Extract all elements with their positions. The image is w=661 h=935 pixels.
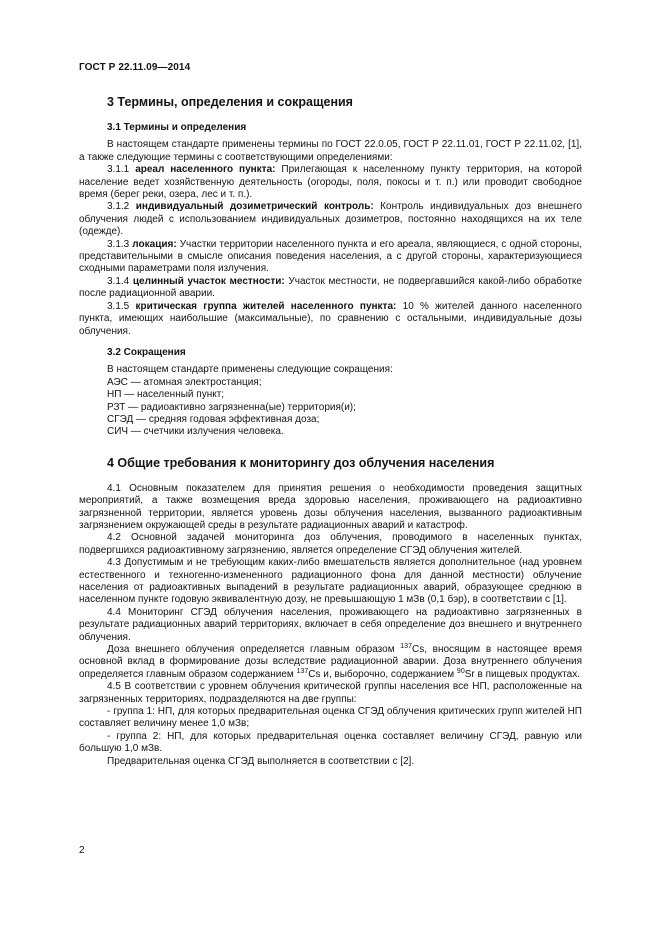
text-run: Cs и, выборочно, содержанием bbox=[308, 668, 457, 680]
isotope-mass-number: 137 bbox=[296, 667, 309, 675]
page-number: 2 bbox=[79, 845, 85, 856]
term-definition: Контроль индивидуальных доз внешнего облучения людей с использованием индивидуальных дозиметров, постоянно находящихся на их теле (одежде). bbox=[79, 201, 582, 238]
document-code: ГОСТ Р 22.11.09—2014 bbox=[79, 62, 191, 73]
terms-intro: В настоящем стандарте применены термины по ГОСТ 22.0.05, ГОСТ Р 22.11.01, ГОСТ Р 22.11.02, [1], а также следующие термины с соответствующими определениями: bbox=[79, 139, 582, 163]
paragraph-preliminary-estimate: Предварительная оценка СГЭД выполняется в соответствии с [2]. bbox=[107, 755, 415, 767]
page-content bbox=[79, 95, 582, 768]
section-4-title: 4 Общие требования к мониторингу доз облучения населения bbox=[107, 455, 495, 470]
paragraph-4-1: 4.1 Основным показателем для принятия решения о необходимости проведения защитных мероприятий, а также возмещения вреда здоровью населения, проживающего на радиоактивно загрязненной территории, является уровень дозы облучения населения, вызванного радиоактивным загрязнением окружающей среды в результате радиационных аварий и катастроф. bbox=[79, 482, 582, 531]
abbreviation-item: НП — населенный пункт; bbox=[107, 389, 225, 401]
subsection-3-1-title: 3.1 Термины и определения bbox=[107, 122, 247, 133]
abbreviations-intro: В настоящем стандарте применены следующие сокращения: bbox=[107, 364, 393, 376]
term-3-1-5 bbox=[79, 301, 582, 338]
isotope-mass-number: 90 bbox=[456, 667, 465, 675]
term-definition: Участки территории населенного пункта и его ареала, являющиеся, с одной стороны, представительными в смысле описания поведения населения, а с другой стороны, характеризующиеся сходными параметрами поля излучения. bbox=[79, 238, 582, 275]
term-definition: Прилегающая к населенному пункту территория, на которой население ведет хозяйственную деятельность (огороды, поля, покосы и т. п.) или проводит свободное время (берег реки, озера, лес и т. п.). bbox=[79, 164, 582, 201]
term-number: 3.1.5 bbox=[107, 300, 136, 312]
term-number: 3.1.1 bbox=[107, 164, 136, 176]
subsection-3-2-title: 3.2 Сокращения bbox=[107, 346, 186, 358]
paragraph-4-2: 4.2 Основной задачей мониторинга доз облучения, проводимого в населенных пунктах, подвергшихся радиоактивному загрязнению, является определение СГЭД облучения жителей. bbox=[79, 532, 582, 556]
term-name: ареал населенного пункта: bbox=[135, 164, 276, 176]
term-number: 3.1.2 bbox=[107, 201, 136, 213]
abbreviation-item: СИЧ — счетчики излучения человека. bbox=[107, 426, 284, 438]
section-3-title: 3 Термины, определения и сокращения bbox=[107, 95, 353, 109]
abbreviation-item: СГЭД — средняя годовая эффективная доза; bbox=[107, 413, 320, 425]
group-2-item: - группа 2: НП, для которых предварительная оценка составляет величину СГЭД, равную или большую 1,0 мЗв. bbox=[79, 730, 582, 755]
term-3-1-2 bbox=[79, 201, 582, 238]
term-number: 3.1.3 bbox=[107, 238, 133, 250]
paragraph-4-5: 4.5 В соответствии с уровнем облучения критической группы населения все НП, расположенные на загрязненных территориях, подразделяются на две группы: bbox=[79, 681, 582, 705]
isotope-mass-number: 137 bbox=[400, 643, 412, 651]
term-3-1-4 bbox=[79, 276, 582, 301]
term-3-1-3 bbox=[79, 239, 582, 276]
text-run: Доза внешнего облучения определяется главным образом bbox=[107, 644, 401, 656]
term-number: 3.1.4 bbox=[107, 275, 133, 287]
term-definition: Участок местности, не подвергавшийся какой-либо обработке после радиационной аварии. bbox=[79, 275, 582, 300]
paragraph-4-4: 4.4 Мониторинг СГЭД облучения населения, проживающего на радиоактивно загрязненных в результате радиационных аварий территориях, включает в себя определение доз внешнего и внутреннего облучения. bbox=[79, 606, 582, 643]
abbreviation-item: РЗТ — радиоактивно загрязненна(ые) территория(и); bbox=[107, 401, 356, 413]
term-name: индивидуальный дозиметрический контроль: bbox=[135, 201, 374, 213]
text-run: Cs, вносящим в настоящее время основной вклад в формирование дозы вследствие радиационной аварии. Доза внутреннего облучения определяется главным образом содержанием bbox=[79, 644, 582, 680]
term-definition: 10 % жителей данного населенного пункта, имеющих наибольшие (максимальные), по сравнению с остальными, индивидуальные дозы облучения. bbox=[79, 300, 582, 337]
term-name: критическая группа жителей населенного пункта: bbox=[135, 300, 397, 312]
group-1-item: - группа 1: НП, для которых предварительная оценка СГЭД облучения критических групп жителей НП составляет величину менее 1,0 мЗв; bbox=[79, 706, 582, 730]
abbreviation-item: АЭС — атомная электростанция; bbox=[107, 376, 262, 388]
paragraph-4-3: 4.3 Допустимым и не требующим каких-либо вмешательств является дополнительное (над уровнем естественного и техногенно-измененного радиационного фона для данной местности) облучение населения от радиоактивных выпадений в результате радиационных аварий, образующее среднюю в населенном пункте годовую эквивалентную дозу, не превышающую 1 мЗв (0,1 бэр), в соответствии с [1]. bbox=[79, 557, 582, 606]
term-name: локация: bbox=[132, 238, 177, 250]
term-3-1-1 bbox=[79, 164, 582, 201]
paragraph-external-dose bbox=[79, 644, 582, 681]
text-run: Sr в пищевых продуктах. bbox=[464, 668, 580, 680]
term-name: целинный участок местности: bbox=[132, 275, 285, 287]
